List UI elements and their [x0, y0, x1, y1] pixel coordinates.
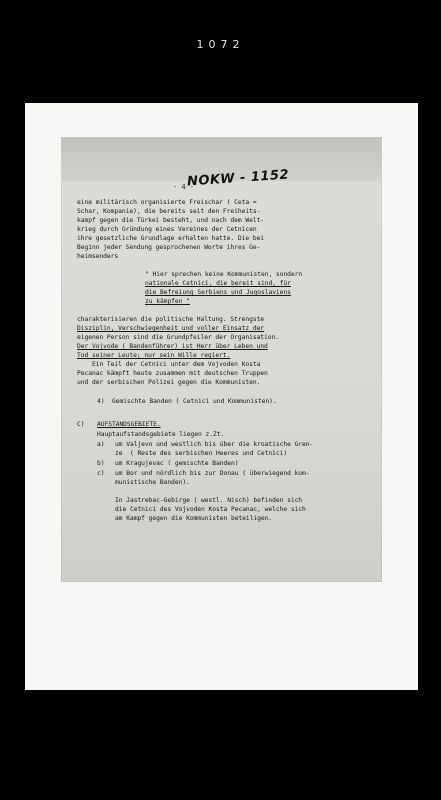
section-c-label: C) [77, 421, 85, 428]
text-line: und der serbischen Polizei gegen die Kommunisten. [77, 379, 261, 386]
sub-item-text: munistische Banden). [115, 479, 190, 486]
text-line: kampf gegen die Türkei besteht, und nach dem Welt- [77, 217, 265, 224]
text-line: Der Vojvode ( Bandenführer) ist Herr über Leben und [77, 343, 268, 350]
frame-number: 1072 [196, 38, 245, 51]
section-c-title: AUFSTANDSGEBIETE. [97, 421, 161, 428]
page-marker: - 4 - [173, 183, 195, 191]
text-line: eigenen Person sind die Grundpfeiler der Organisation. [77, 334, 280, 341]
sub-item-text: um Valjevo und westlich bis über die kroatische Gren- [115, 441, 314, 448]
text-line: Schar, Kompanie), die bereits seit den Freiheits- [77, 208, 261, 215]
quote-line: " Hier sprechen keine Kommunisten, sondern [145, 271, 303, 278]
text-line: am Kampf gegen die Kommunisten beteiligen. [115, 515, 273, 522]
quote-line: die Befreiung Serbiens und Jugoslaviens [145, 289, 291, 296]
text-line: eine militärisch organisierte Freischar ( Ceta = [77, 199, 257, 206]
text-line: heimsenders [77, 253, 119, 260]
text-line: Beginn jeder Sendung gesprochenen Worte ihres Ge- [77, 244, 261, 251]
text-line: ihre gesetzliche Grundlage erhalten hatte. Die bei [77, 235, 265, 242]
text-line: Pecanac kämpft heute zusammen mit deutschen Truppen [77, 370, 268, 377]
sub-item-text: um Bor und nördlich bis zur Donau ( überwiegend kom- [115, 470, 310, 477]
list-item-4: 4) Gemischte Banden ( Cetnici und Kommunisten). [97, 398, 277, 405]
text-line: Hauptaufstandsgebiete liegen z.Zt. [97, 431, 225, 438]
sub-item-label: a) [97, 441, 105, 448]
text-line: Ein Teil der Cetnici unter dem Vojvoden Kosta [77, 361, 261, 368]
text-line: Tod seiner Leute; nur sein Wille regiert. [77, 352, 231, 359]
quote-line: zu kämpfen " [145, 298, 190, 305]
quote-line: nationale Cetnici, die bereit sind, für [145, 280, 291, 287]
text-line: In Jastrebac-Gebirge ( westl. Nisch) befinden sich [115, 497, 303, 504]
text-line: Disziplin, Verschwiegenheit und voller Einsatz der [77, 325, 265, 332]
text-line: krieg durch Gründung eines Vereines der Cetnicen [77, 226, 257, 233]
text-line: charakterisieren die politische Haltung. Strengste [77, 316, 265, 323]
sub-item-text: ze ( Reste des serbischen Heeres und Cetnici) [115, 450, 288, 457]
sub-item-text: um Kragujevac ( gemischte Banden) [115, 460, 239, 467]
sub-item-label: c) [97, 470, 105, 477]
archive-stamp: NOKW - 1152 [186, 167, 290, 190]
text-line: die Cetnici des Vojvoden Kosta Pecanac, welche sich [115, 506, 306, 513]
sub-item-label: b) [97, 460, 105, 467]
